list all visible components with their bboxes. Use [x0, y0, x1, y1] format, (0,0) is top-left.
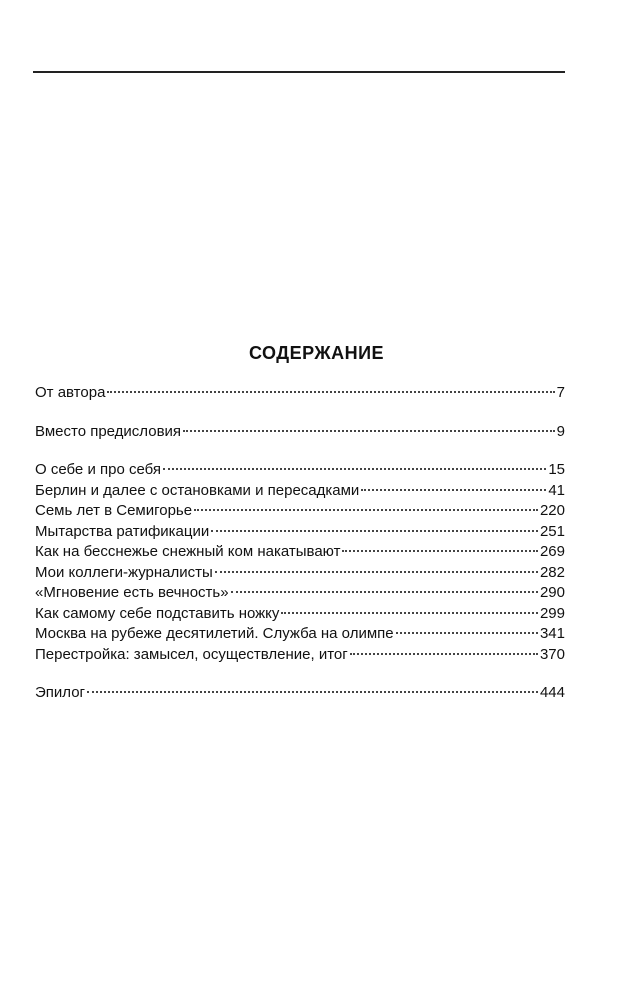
dot-leader	[215, 571, 538, 573]
toc-entry	[35, 542, 565, 563]
toc-entry	[35, 522, 565, 543]
toc-entry-title: Мои коллеги-журналисты	[35, 563, 213, 581]
toc-entry-page-number: 7	[556, 384, 565, 401]
toc-group	[35, 460, 565, 665]
toc-entry-page-number: 282	[539, 563, 565, 581]
toc-entry-title: Семь лет в Семигорье	[35, 502, 193, 519]
toc-entry-page-number: 15	[548, 461, 565, 478]
toc-entry-page-number: 9	[556, 422, 565, 440]
toc-entry-title: Москва на рубеже десятилетий. Служба на олимпе	[35, 625, 394, 642]
toc-entry-page-number: 370	[539, 645, 565, 663]
toc-entry-title: От автора	[35, 384, 106, 401]
toc-group	[35, 683, 565, 704]
toc-entry	[35, 460, 565, 481]
toc-entry-title: Берлин и далее с остановками и пересадками	[35, 481, 360, 499]
table-of-contents	[35, 383, 565, 704]
toc-group	[35, 422, 565, 443]
toc-entry-page-number: 220	[539, 502, 565, 519]
header-rule	[33, 71, 565, 73]
dot-leader	[231, 591, 538, 593]
toc-entry	[35, 563, 565, 584]
toc-entry	[35, 501, 565, 522]
dot-leader	[396, 632, 538, 634]
toc-entry	[35, 583, 565, 604]
toc-heading: СОДЕРЖАНИЕ	[248, 343, 385, 363]
dot-leader	[350, 653, 538, 655]
toc-entry	[35, 422, 565, 443]
toc-entry-title: Как самому себе подставить ножку	[35, 604, 280, 622]
toc-entry-title: «Мгновение есть вечность»	[35, 584, 229, 601]
toc-entry-page-number: 341	[539, 625, 565, 642]
toc-entry	[35, 604, 565, 625]
toc-entry-title: Эпилог	[35, 684, 86, 701]
toc-entry	[35, 481, 565, 502]
toc-entry-page-number: 41	[548, 481, 565, 499]
toc-entry-page-number: 299	[539, 604, 565, 622]
toc-entry	[35, 683, 565, 704]
toc-entry-page-number: 251	[539, 522, 565, 540]
toc-entry-title: Мытарства ратификации	[35, 522, 210, 540]
toc-entry	[35, 645, 565, 666]
dot-leader	[211, 530, 538, 532]
dot-leader	[361, 489, 546, 491]
dot-leader	[194, 509, 538, 511]
toc-entry-page-number: 444	[539, 684, 565, 701]
dot-leader	[281, 612, 538, 614]
dot-leader	[342, 550, 538, 552]
dot-leader	[107, 391, 554, 393]
toc-entry-page-number: 290	[539, 584, 565, 601]
toc-entry-title: Вместо предисловия	[35, 422, 182, 440]
toc-entry-page-number: 269	[539, 543, 565, 560]
dot-leader	[183, 430, 555, 432]
toc-entry-title: Как на бесснежье снежный ком накатывают	[35, 543, 341, 560]
dot-leader	[87, 691, 538, 693]
toc-group	[35, 383, 565, 404]
dot-leader	[163, 468, 546, 470]
toc-entry-title: О себе и про себя	[35, 461, 162, 478]
toc-entry-title: Перестройка: замысел, осуществление, итог	[35, 645, 348, 663]
toc-entry	[35, 624, 565, 645]
toc-entry	[35, 383, 565, 404]
